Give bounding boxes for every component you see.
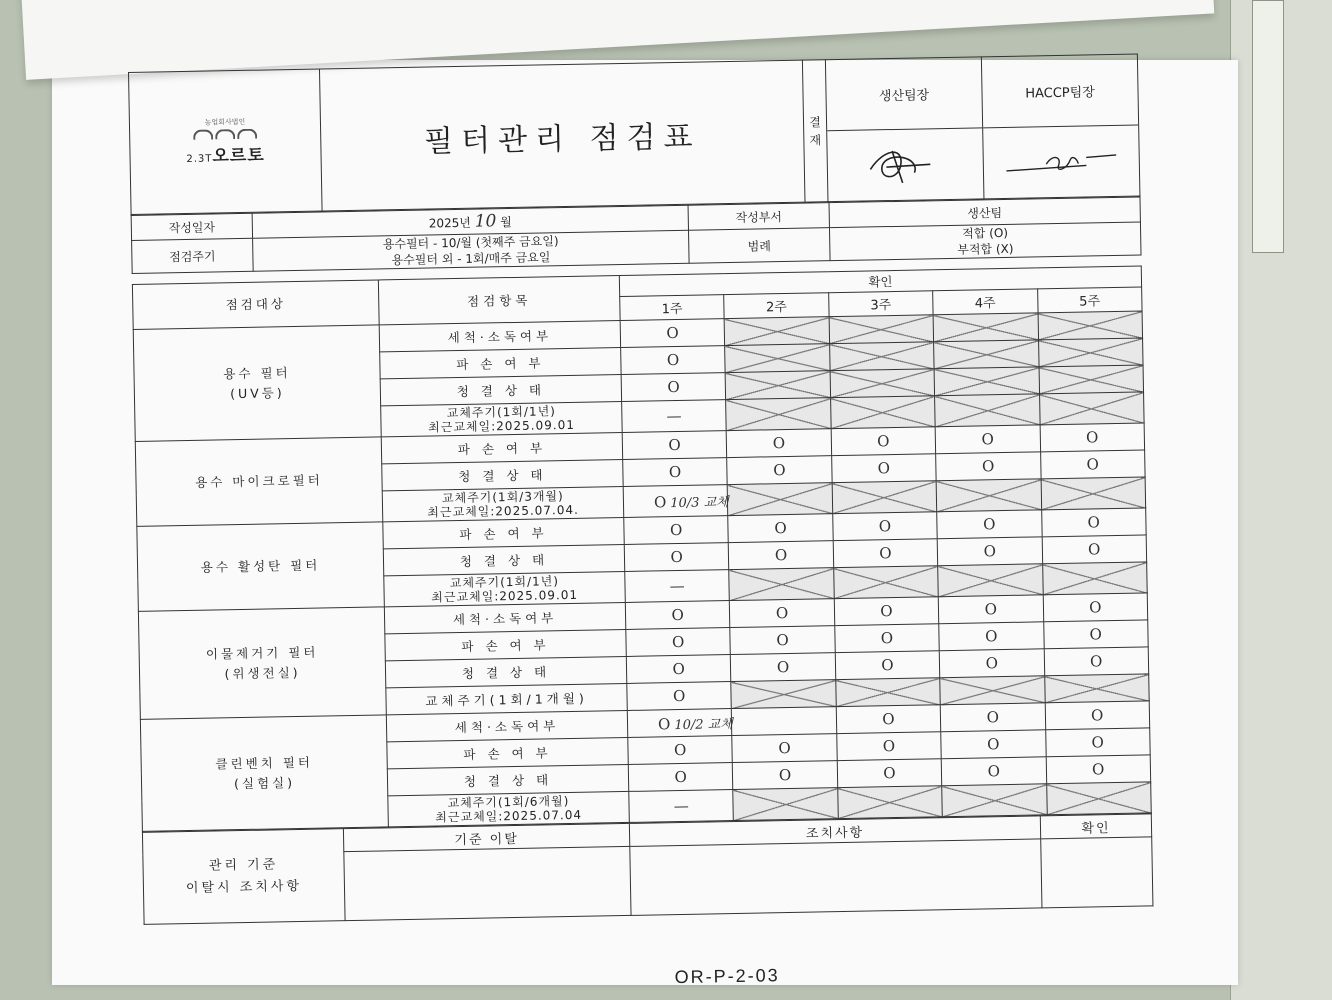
col-action: 조치사항 [629, 816, 1040, 847]
week-1: 1주 [620, 295, 725, 320]
week-check-cell[interactable] [829, 315, 934, 344]
handwritten-note: 10/3 교체 [670, 494, 729, 511]
check-item: 청 결 상 태 [387, 764, 628, 795]
week-check-cell[interactable]: O [836, 705, 941, 734]
week-check-cell[interactable]: O [1042, 535, 1147, 564]
week-check-cell[interactable]: O [936, 452, 1041, 481]
week-check-cell[interactable] [1038, 338, 1143, 367]
week-check-cell[interactable]: O [623, 458, 728, 487]
cycle-label: 점검주기 [132, 238, 254, 273]
check-item: 파 손 여 부 [387, 737, 628, 768]
approval-label: 결재 [802, 60, 828, 202]
week-check-cell[interactable]: — [622, 400, 727, 433]
deviation-label: 관리 기준 이탈시 조치사항 [142, 829, 345, 925]
week-check-cell[interactable] [1039, 365, 1144, 394]
week-check-cell[interactable]: O [937, 510, 1042, 539]
week-check-cell[interactable]: O [832, 512, 937, 541]
target-name: 이물제거기 필터 (위생전실) [138, 607, 386, 719]
check-item: 파 손 여 부 [383, 517, 624, 548]
target-name: 용수 필터 (UV등) [133, 325, 381, 441]
week-check-cell[interactable]: O [1043, 593, 1148, 622]
month-handwritten: 10 [474, 211, 497, 232]
week-check-cell[interactable]: O [1041, 508, 1146, 537]
check-item: 파 손 여 부 [380, 348, 621, 379]
week-check-cell[interactable]: O [833, 539, 938, 568]
check-item: 교체주기(1회/6개월) 최근교체일:2025.07.04 [388, 791, 630, 826]
week-check-cell[interactable] [829, 342, 934, 371]
check-item: 청 결 상 태 [380, 375, 621, 406]
week-check-cell[interactable] [1039, 392, 1144, 425]
check-item: 청 결 상 태 [382, 460, 623, 491]
week-check-cell[interactable]: O [941, 730, 1046, 759]
deviation-section [142, 813, 1154, 924]
week-check-cell[interactable] [934, 340, 1039, 369]
week-check-cell[interactable] [938, 564, 1043, 597]
check-item: 세척·소독여부 [379, 321, 620, 352]
dept-label: 작성부서 [688, 203, 829, 231]
week-check-cell[interactable]: O [624, 543, 729, 572]
week-check-cell[interactable]: O [626, 655, 731, 684]
approver-1-cell [825, 57, 984, 202]
check-item: 청 결 상 태 [385, 656, 626, 687]
week-check-cell[interactable]: O [729, 541, 834, 570]
check-item: 파 손 여 부 [381, 433, 622, 464]
col-footer-confirm: 확인 [1040, 814, 1151, 839]
week-check-cell[interactable]: O [1046, 755, 1151, 784]
week-check-cell[interactable]: O [1045, 728, 1150, 757]
week-5: 5주 [1037, 287, 1142, 312]
week-check-cell[interactable]: O [728, 514, 833, 543]
week-check-cell[interactable] [933, 313, 1038, 342]
date-label: 작성일자 [131, 213, 252, 240]
week-3: 3주 [828, 291, 933, 316]
logo-mark-icon [193, 129, 257, 140]
dept-value: 생산팀 [829, 197, 1140, 228]
week-check-cell[interactable] [729, 568, 834, 601]
approver-2-cell [981, 54, 1140, 199]
week-check-cell[interactable] [940, 676, 1045, 705]
week-check-cell[interactable]: O [620, 319, 725, 348]
date-value: 2025년 10 월 [252, 205, 688, 238]
week-check-cell[interactable]: O [625, 601, 730, 630]
filter-check-table [132, 265, 1152, 831]
signature-1 [827, 128, 983, 201]
check-item: 교체주기(1회/1개월) [386, 683, 627, 714]
week-check-cell[interactable]: O [938, 595, 1043, 624]
week-check-cell[interactable] [1046, 782, 1151, 815]
week-check-cell[interactable] [728, 483, 833, 516]
week-check-cell[interactable] [934, 367, 1039, 396]
week-check-cell[interactable]: O [733, 761, 838, 790]
week-check-cell[interactable]: O 10/2 교체 [627, 709, 732, 738]
week-check-cell[interactable]: O [1044, 647, 1149, 676]
week-check-cell[interactable] [832, 481, 937, 514]
col-deviation: 기준 이탈 [343, 823, 629, 851]
week-check-cell[interactable] [942, 784, 1047, 817]
week-check-cell[interactable]: O [628, 763, 733, 792]
form-title: 필터관리 점검표 [319, 60, 805, 211]
week-check-cell[interactable]: O [732, 734, 837, 763]
week-check-cell[interactable]: O [835, 624, 940, 653]
week-check-cell[interactable] [1042, 562, 1147, 595]
approver-2-title: HACCP팀장 [982, 55, 1138, 128]
week-check-cell[interactable]: O [834, 597, 939, 626]
col-item: 점검항목 [378, 276, 620, 325]
approver-1-title: 생산팀장 [826, 57, 982, 130]
week-check-cell[interactable]: O [622, 431, 727, 460]
week-check-cell[interactable]: O [621, 346, 726, 375]
week-check-cell[interactable] [1038, 311, 1143, 340]
week-check-cell[interactable] [936, 479, 1041, 512]
inspection-form [128, 53, 1152, 988]
col-confirm: 확인 [619, 266, 1141, 297]
action-input[interactable] [630, 839, 1042, 916]
check-item: 세척·소독여부 [386, 710, 627, 741]
week-check-cell[interactable] [725, 371, 830, 400]
week-check-cell[interactable]: O [939, 622, 1044, 651]
handwritten-note: 10/2 교체 [674, 716, 733, 733]
footer-confirm-input[interactable] [1041, 837, 1153, 908]
week-check-cell[interactable]: O [727, 429, 832, 458]
week-check-cell[interactable]: O [935, 425, 1040, 454]
week-check-cell[interactable]: O [941, 757, 1046, 786]
week-check-cell[interactable]: O [626, 628, 731, 657]
cycle-value: 용수필터 - 10/월 (첫째주 금요일) 용수필터 외 - 1회/매주 금요일 [253, 230, 690, 271]
week-check-cell[interactable] [1044, 674, 1149, 703]
week-check-cell[interactable]: O [1045, 701, 1150, 730]
week-check-cell[interactable]: O [939, 649, 1044, 678]
legend-value: 적합 (O) 부적합 (X) [829, 222, 1141, 261]
week-check-cell[interactable]: O [940, 703, 1045, 732]
legend-label: 범례 [688, 228, 830, 264]
week-check-cell[interactable]: O [1043, 620, 1148, 649]
document-code: OR-P-2-03 [674, 965, 780, 988]
week-check-cell[interactable]: O [831, 454, 936, 483]
week-check-cell[interactable]: O [628, 736, 733, 765]
week-check-cell[interactable]: O [837, 732, 942, 761]
week-check-cell[interactable]: O [727, 456, 832, 485]
form-header [128, 53, 1140, 214]
week-check-cell[interactable]: O [831, 427, 936, 456]
week-check-cell[interactable] [733, 788, 838, 821]
week-check-cell[interactable] [732, 707, 837, 736]
week-check-cell[interactable] [731, 680, 836, 709]
check-item: 교체주기(1회/1년) 최근교체일:2025.09.01 [381, 402, 623, 437]
week-check-cell[interactable]: — [625, 570, 730, 603]
week-check-cell[interactable] [830, 396, 935, 429]
week-check-cell[interactable]: O [730, 599, 835, 628]
target-name: 클린벤치 필터 (실험실) [140, 715, 388, 831]
week-check-cell[interactable]: O [1040, 450, 1145, 479]
check-item: 파 손 여 부 [385, 629, 626, 660]
check-item: 청 결 상 태 [383, 544, 624, 575]
binder-tab [1252, 0, 1284, 253]
col-target: 점검대상 [132, 280, 379, 330]
logo-name: 오르토 [212, 145, 265, 167]
week-check-cell[interactable]: O 10/3 교체 [623, 485, 728, 518]
week-check-cell[interactable] [935, 394, 1040, 427]
week-check-cell[interactable] [726, 398, 831, 431]
week-check-cell[interactable]: O [835, 651, 940, 680]
week-check-cell[interactable] [833, 566, 938, 599]
company-logo [129, 69, 323, 214]
week-check-cell[interactable]: O [624, 516, 729, 545]
week-check-cell[interactable]: O [621, 373, 726, 402]
week-check-cell[interactable]: — [629, 790, 734, 823]
deviation-input[interactable] [344, 846, 631, 920]
week-check-cell[interactable] [725, 317, 830, 346]
check-item: 교체주기(1회/3개월) 최근교체일:2025.07.04. [382, 486, 624, 521]
week-check-cell[interactable] [725, 344, 830, 373]
check-item: 세척·소독여부 [384, 602, 625, 633]
logo-prefix: 2.3T [186, 153, 213, 165]
target-name: 용수 활성탄 필터 [137, 522, 385, 611]
week-check-cell[interactable] [836, 678, 941, 707]
week-check-cell[interactable] [838, 786, 943, 819]
week-check-cell[interactable]: O [1040, 423, 1145, 452]
signature-2 [983, 125, 1139, 198]
target-name: 용수 마이크로필터 [135, 437, 383, 526]
week-check-cell[interactable] [830, 369, 935, 398]
logo-tagline: 농업회사법인 [204, 117, 246, 127]
week-4: 4주 [933, 289, 1038, 314]
week-check-cell[interactable]: O [731, 653, 836, 682]
week-check-cell[interactable]: O [837, 759, 942, 788]
week-check-cell[interactable]: O [627, 682, 732, 711]
week-check-cell[interactable]: O [730, 626, 835, 655]
week-check-cell[interactable]: O [937, 537, 1042, 566]
week-2: 2주 [724, 293, 829, 318]
week-check-cell[interactable] [1041, 477, 1146, 510]
check-item: 교체주기(1회/1년) 최근교체일:2025.09.01 [384, 571, 626, 606]
